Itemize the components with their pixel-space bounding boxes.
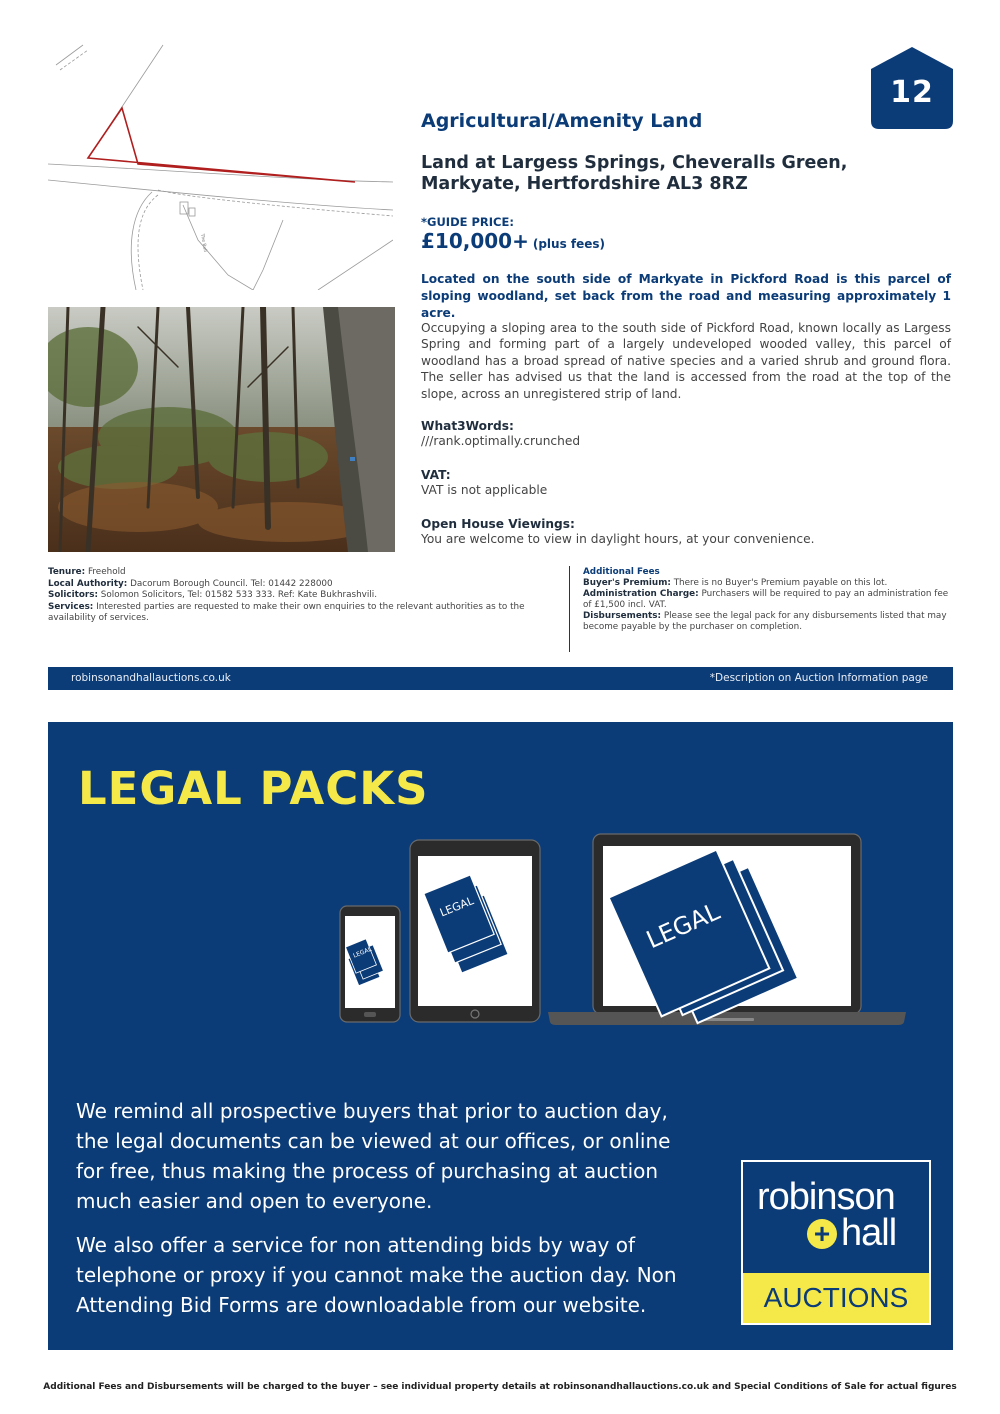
additional-fees (583, 567, 953, 633)
what3words-label: What3Words: (421, 419, 514, 433)
bottom-disclaimer: Additional Fees and Disbursements will be charged to the buyer – see individual property details at robinsonandhallauctions.co.uk and Special Conditions of Sale for actual figures (43, 1382, 957, 1392)
property-description: Occupying a sloping area to the south side of Pickford Road, known locally as Largess Spring and forming part of a largely undeveloped wooded valley, this parcel of woodland has a broad spread of native species and a varied shrub and ground flora. The seller has advised us that the land is accessed from the road at the top of the slope, across an unregistered strip of land. (421, 321, 951, 401)
legal-packs-panel (48, 722, 953, 1350)
details-divider (569, 566, 570, 652)
property-intro: Located on the south side of Markyate in Pickford Road is this parcel of sloping woodland, set back from the road and measuring approximately 1 acre. (421, 272, 951, 320)
legal-packs-title: LEGAL PACKS (78, 762, 429, 815)
location-map (48, 40, 393, 290)
robinson-hall-logo (741, 1160, 931, 1325)
logo-word-robinson: robinson (757, 1176, 895, 1218)
price-fees: (plus fees) (532, 237, 606, 251)
property-address (421, 153, 871, 195)
logo-auctions: AUCTIONS (763, 1282, 909, 1313)
devices-illustration (338, 832, 908, 1027)
map-road-label: The Bull (199, 233, 208, 253)
legal-paragraph-2: We also offer a service for non attending bids by way of telephone or proxy if you cannot make the auction day. Non Attending Bid Forms are downloadable from our website. (76, 1233, 677, 1317)
solicitors-row: Solicitors: Solomon Solicitors, Tel: 01582 533 333. Ref: Kate Bukhrashvili. (48, 590, 378, 600)
tablet-icon (410, 840, 540, 1022)
disbursements-row: Disbursements: Please see the legal pack for any disbursements listed that may become payable by the purchaser on completion. (583, 611, 947, 632)
authority-row: Local Authority: Dacorum Borough Council. Tel: 01442 228000 (48, 578, 333, 589)
footer-website-link[interactable]: robinsonandhallauctions.co.uk (71, 672, 231, 684)
admin-row: Administration Charge: Purchasers will be required to pay an administration fee of £1,500 incl. VAT. (583, 589, 949, 610)
tablet-legal-label: LEGAL (437, 894, 476, 920)
legal-paragraph-1: We remind all prospective buyers that prior to auction day, the legal documents can be viewed at our offices, or online for free, thus making the process of purchasing at auction much easier and open to everyone. (76, 1099, 671, 1213)
phone-legal-label: LEGAL (352, 945, 373, 960)
phone-icon (340, 906, 400, 1022)
viewings-label: Open House Viewings: (421, 517, 575, 531)
tenure-row: Tenure: Freehold (48, 567, 126, 577)
address-line-1: Land at Largess Springs, Cheveralls Green, (421, 153, 848, 173)
legal-packs-text (76, 1096, 696, 1320)
what3words-block (421, 419, 580, 448)
laptop-legal-label: LEGAL (642, 897, 724, 955)
footer-note: *Description on Auction Information page (709, 672, 928, 684)
vat-block (421, 468, 547, 497)
vat-label: VAT: (421, 468, 451, 482)
property-details (48, 567, 558, 625)
viewings-block (421, 517, 814, 546)
footer-bar (48, 667, 953, 690)
laptop-icon (548, 834, 906, 1025)
woodland-photo (48, 307, 395, 552)
services-row: Services: Interested parties are requested to make their own enquiries to the relevant authorities as to the availability of services. (48, 601, 525, 623)
premium-row: Buyer's Premium: There is no Buyer's Premium payable on this lot. (583, 578, 888, 588)
address-line-2: Markyate, Hertfordshire AL3 8RZ (421, 174, 748, 194)
logo-plus-icon: + (807, 1219, 837, 1249)
guide-price (421, 229, 605, 253)
logo-word-hall: hall (841, 1212, 897, 1254)
price-value: £10,000+ (421, 229, 529, 253)
property-category: Agricultural/Amenity Land (421, 110, 703, 132)
additional-fees-title: Additional Fees (583, 567, 660, 577)
lot-number: 12 (890, 75, 934, 110)
viewings-value: You are welcome to view in daylight hours, at your convenience. (421, 532, 815, 546)
guide-price-label: *GUIDE PRICE: (421, 215, 514, 229)
vat-value: VAT is not applicable (421, 483, 548, 497)
what3words-value: ///rank.optimally.crunched (421, 434, 581, 448)
lot-badge (871, 47, 953, 129)
